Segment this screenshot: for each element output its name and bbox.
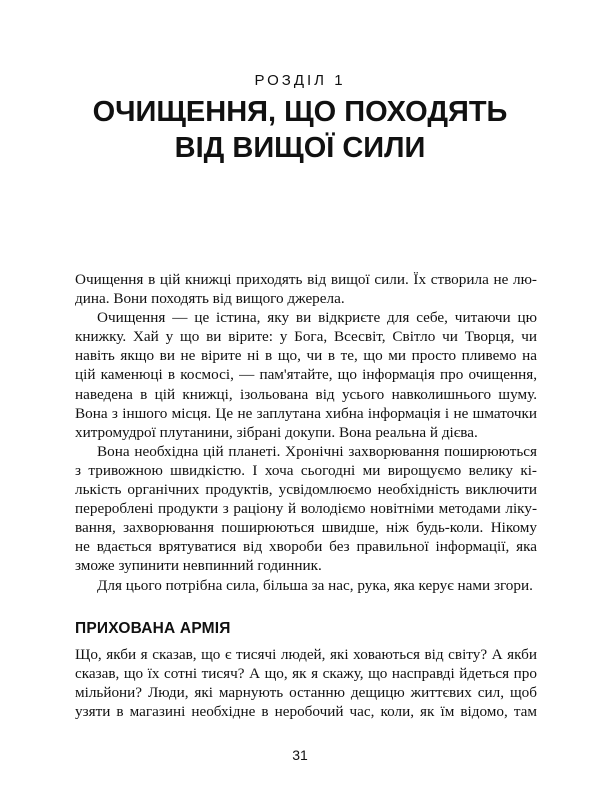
text-line: дина. Вони походять від вищого джерела.: [75, 290, 345, 308]
text-line: книжку. Хай у що ви вірите: у Бога, Всесвіт, Світло чи Творця, чи: [75, 328, 537, 346]
text-line: не вдається врятуватися від хвороби без правильної інформації, яка: [75, 538, 537, 556]
text-line: навіть якщо ви не вірите ні в що, чи в те, що ми просто пливемо на: [75, 347, 537, 365]
text-line: цій каменюці в космосі, — пам'ятайте, що інформація про очищення,: [75, 366, 537, 384]
text-line: Вона необхідна цій планеті. Хронічні захворювання поширюються: [97, 442, 537, 460]
text-line: Очищення в цій книжці приходять від вищої сили. Їх створила не лю-: [75, 271, 537, 288]
page-number: 31: [292, 747, 308, 763]
text-line: вання, захворювання поширюються швидше, ніж будь-коли. Нікому: [75, 519, 537, 537]
text-line: зможе зупинити невпинний годинник.: [75, 557, 322, 575]
text-line: узяти в магазині необхідне в неробочий час, коли, як їм відомо, там: [75, 703, 537, 721]
text-line: лькість органічних продуктів, усвідомлюємо необхідність виключити: [75, 481, 537, 499]
chapter-label: РОЗДІЛ 1: [254, 72, 346, 89]
section-heading: ПРИХОВАНА АРМІЯ: [75, 620, 231, 637]
text-line: Для цього потрібна сила, більша за нас, рука, яка керує нами згори.: [97, 576, 533, 594]
text-line: мільйони? Люди, які марнують останню дещицю життєвих сил, щоб: [75, 684, 537, 702]
chapter-title-line-2: ВІД ВИЩОЇ СИЛИ: [174, 132, 426, 164]
text-line: з тривожною швидкістю. І хоча сьогодні ми вирощуємо велику кі-: [75, 461, 537, 479]
paragraph: [75, 576, 537, 595]
text-line: Що, якби я сказав, що є тисячі людей, які ховаються від світу? А якби: [75, 646, 537, 663]
text-line: наведена в цій книжці, ізольована від усього навколишнього шуму.: [75, 385, 537, 403]
paragraph: [75, 442, 537, 576]
text-line: перероблені продукти з раціону й володіємо новітніми методами ліку-: [75, 500, 537, 518]
chapter-body: [75, 270, 537, 595]
chapter-title-line-1: ОЧИЩЕННЯ, ЩО ПОХОДЯТЬ: [92, 96, 508, 128]
paragraph: [75, 308, 537, 442]
text-line: Очищення — це істина, яку ви відкриєте для себе, читаючи цю: [97, 309, 537, 327]
chapter-title: [20, 94, 580, 166]
text-line: сказав, що їх сотні тисяч? А що, як я скажу, що насправді йдеться про: [75, 665, 537, 683]
paragraph: [75, 270, 537, 308]
section-body: [75, 645, 537, 721]
text-line: хитромудрої плутанини, зібрані докупи. Вона реальна й дієва.: [75, 423, 478, 441]
text-line: Вона з іншого місця. Це не заплутана хибна інформація і не шматочки: [75, 404, 537, 422]
